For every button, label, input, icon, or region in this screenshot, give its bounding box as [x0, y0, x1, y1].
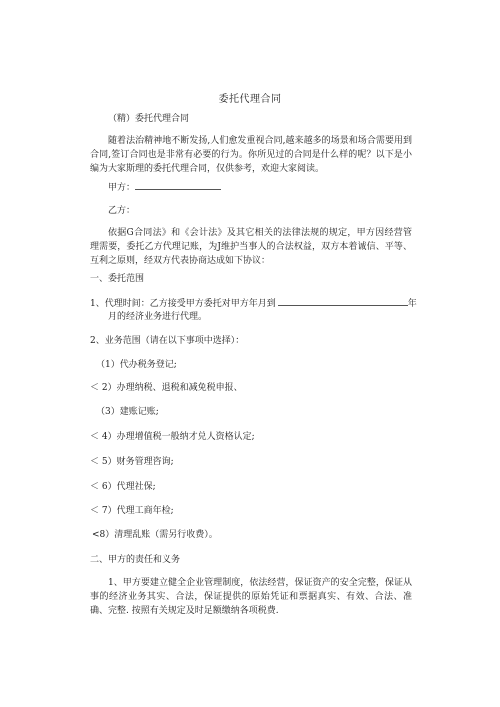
scope-item: ＜ 7）代理工商年检; [90, 506, 174, 516]
intro-paragraph: 随着法治精神地不断发扬,人们愈发重视合同,越来越多的场景和场合需要用到合同,签订合同也是非常有必要的行为。你所见过的合同是什么样的呢？以下是小编为大家斯理的委托代理合同，仅供参考，欢迎大家阅读。 [90, 136, 412, 174]
item-2: 2、业务范围（请在以下事项中选择）： [90, 336, 245, 346]
party-a-blank [135, 180, 221, 190]
item-1-blank [278, 296, 408, 306]
document-title: 委托代理合同 [218, 94, 282, 105]
scope-item: （1）代办税务登记; [96, 360, 177, 370]
scope-item: ＜ 2）办理纳税、退税和减免税申报、 [90, 383, 243, 393]
item-1-line-2: 月的经济业务进行代理。 [108, 312, 208, 322]
item-1-line-1 [90, 296, 417, 311]
scope-item: ＜ 5）财务管理咨询; [90, 457, 174, 467]
scope-item: <8）清理乱账（需另行收费）。 [92, 530, 218, 540]
document-subtitle: （精）委托代理合同 [108, 114, 190, 124]
basis-paragraph: 依据G合同法》和《会计法》及其它相关的法律法规的规定，甲方因经营管理需要，委托乙方代理记账，为J维护当事人的合法权益，双方本着诚信、平等、互利之原则，经双方代表协商达成如下协议： [90, 228, 412, 266]
scope-item: ＜ 6）代理社保; [90, 482, 156, 492]
scope-item: ＜ 4）办理增值税一般纳才兑人资格认定; [90, 432, 255, 442]
item-1-prefix: 1、代理时间：乙方接受甲方委托对甲方年月到 [90, 299, 276, 309]
party-a-label: 甲方： [108, 183, 136, 193]
party-a-line [108, 180, 221, 195]
party-b-label: 乙方： [108, 206, 136, 216]
duty-1-paragraph: 1、甲方要建立健全企业管理制度，依法经营，保证资产的安全完整，保证从事的经济业务其实、合法，保证提供的原始凭证和票据真实、有效、合法、准确、完整. 按照有关规定及时足额缴纳各项税费. [90, 578, 412, 616]
item-1-suffix: 年 [407, 299, 417, 309]
scope-item: （3）建账记账; [96, 407, 159, 417]
section-1-heading: 一、委托范围 [90, 274, 145, 284]
section-2-heading: 二、甲方的责任和义务 [90, 555, 181, 565]
